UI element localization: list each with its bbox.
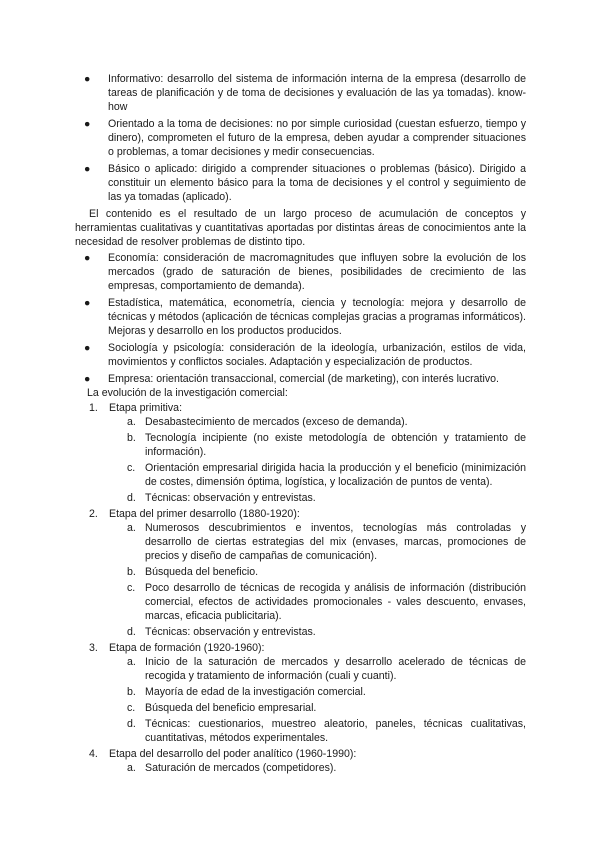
list-item bbox=[75, 372, 526, 386]
item-letter: d. bbox=[127, 626, 136, 638]
list-item bbox=[75, 685, 526, 699]
stage-number: 3. bbox=[89, 642, 98, 654]
stage-number: 4. bbox=[89, 748, 98, 760]
list-item bbox=[75, 251, 526, 293]
stage-title: Etapa de formación (1920-1960): bbox=[109, 642, 265, 654]
bullet-dot: ● bbox=[84, 73, 91, 85]
item-letter: a. bbox=[127, 522, 136, 534]
stage-item bbox=[75, 747, 526, 775]
list-item bbox=[75, 655, 526, 683]
list-item bbox=[75, 581, 526, 623]
list-item bbox=[75, 625, 526, 639]
item-text: Saturación de mercados (competidores). bbox=[145, 762, 337, 774]
item-text: Poco desarrollo de técnicas de recogida y análisis de información (distribución comercial, efectos de actividades promocionales - vales descuento, envases, marcas, eficacia publicitaria). bbox=[145, 582, 526, 622]
item-letter: d. bbox=[127, 492, 136, 504]
bullet-dot: ● bbox=[84, 373, 91, 385]
item-text: Búsqueda del beneficio. bbox=[145, 566, 259, 578]
bullet-dot: ● bbox=[84, 118, 91, 130]
evolucion-heading: La evolución de la investigación comercial: bbox=[87, 387, 288, 399]
list-item bbox=[75, 162, 526, 204]
stage-sublist bbox=[109, 655, 526, 745]
stage-sublist bbox=[109, 761, 526, 775]
stage-item bbox=[75, 401, 526, 505]
bullet-text: Informativo: desarrollo del sistema de información interna de la empresa (desarrollo de tareas de planificación y de toma de decisiones y evaluación de las ya tomadas). know-how bbox=[108, 73, 526, 113]
bullet-list-top bbox=[75, 72, 526, 204]
item-text: Técnicas: observación y entrevistas. bbox=[145, 492, 316, 504]
stage-title: Etapa del primer desarrollo (1880-1920): bbox=[109, 508, 300, 520]
bullet-text: Economía: consideración de macromagnitudes que influyen sobre la evolución de los mercados (grado de saturación de bienes, posibilidades de crecimiento de las empresas, comportamiento de demanda). bbox=[108, 252, 526, 292]
stage-sublist bbox=[109, 521, 526, 639]
item-letter: a. bbox=[127, 656, 136, 668]
bullet-text: Empresa: orientación transaccional, comercial (de marketing), con interés lucrativo. bbox=[108, 373, 499, 385]
item-text: Mayoría de edad de la investigación comercial. bbox=[145, 686, 366, 698]
item-text: Inicio de la saturación de mercados y desarrollo acelerado de técnicas de recogida y tratamiento de información (cuali y cuanti). bbox=[145, 656, 526, 682]
list-item bbox=[75, 117, 526, 159]
item-letter: d. bbox=[127, 718, 136, 730]
list-item bbox=[75, 565, 526, 579]
item-text: Técnicas: cuestionarios, muestreo aleatorio, paneles, técnicas cualitativas, cuantitativas, métodos experimentales. bbox=[145, 718, 526, 744]
list-item bbox=[75, 72, 526, 114]
bullet-list-contenido bbox=[75, 251, 526, 386]
item-text: Técnicas: observación y entrevistas. bbox=[145, 626, 316, 638]
item-text: Tecnología incipiente (no existe metodología de obtención y tratamiento de información). bbox=[145, 432, 526, 458]
list-item bbox=[75, 491, 526, 505]
bullet-text: Estadística, matemática, econometría, ciencia y tecnología: mejora y desarrollo de técnicas y métodos (aplicación de técnicas complejas gracias a programas informáticos). Mejoras y desarrollo en los productos producidos. bbox=[108, 297, 526, 337]
stage-item bbox=[75, 641, 526, 745]
stage-item bbox=[75, 507, 526, 639]
stage-title: Etapa del desarrollo del poder analítico (1960-1990): bbox=[109, 748, 357, 760]
item-text: Búsqueda del beneficio empresarial. bbox=[145, 702, 317, 714]
bullet-text: Básico o aplicado: dirigido a comprender situaciones o problemas (básico). Dirigido a constituir un elemento básico para la toma de decisiones y el control y seguimiento de las ya tomadas (aplicado). bbox=[108, 163, 526, 203]
list-item bbox=[75, 431, 526, 459]
list-item bbox=[75, 717, 526, 745]
list-item bbox=[75, 761, 526, 775]
item-letter: c. bbox=[127, 582, 136, 594]
item-letter: a. bbox=[127, 762, 136, 774]
stage-number: 2. bbox=[89, 508, 98, 520]
item-letter: b. bbox=[127, 432, 136, 444]
item-letter: a. bbox=[127, 416, 136, 428]
item-letter: c. bbox=[127, 462, 136, 474]
bullet-dot: ● bbox=[84, 342, 91, 354]
item-text: Desabastecimiento de mercados (exceso de demanda). bbox=[145, 416, 408, 428]
bullet-text: Sociología y psicología: consideración de la ideología, urbanización, estilos de vida, movimientos y conflictos sociales. Adaptación y especialización de productos. bbox=[108, 342, 526, 368]
stages-list bbox=[75, 401, 526, 775]
list-item bbox=[75, 415, 526, 429]
bullet-text: Orientado a la toma de decisiones: no por simple curiosidad (cuestan esfuerzo, tiempo y dinero), comprometen el futuro de la empresa, deben ayudar a comprender situaciones o problemas, a tomar decisiones y medir consecuencias. bbox=[108, 118, 526, 158]
item-letter: c. bbox=[127, 702, 136, 714]
list-item bbox=[75, 701, 526, 715]
bullet-dot: ● bbox=[84, 163, 91, 175]
paragraph-contenido: El contenido es el resultado de un largo proceso de acumulación de conceptos y herramientas cualitativas y cuantitativas aportadas por distintas áreas de conocimientos ante la necesidad de resolver problemas de distinto tipo. bbox=[75, 208, 526, 248]
item-text: Orientación empresarial dirigida hacia la producción y el beneficio (minimización de costes, dimensión óptima, logística, y localización de puntos de venta). bbox=[145, 462, 526, 488]
list-item bbox=[75, 296, 526, 338]
stage-number: 1. bbox=[89, 402, 98, 414]
item-letter: b. bbox=[127, 686, 136, 698]
item-letter: b. bbox=[127, 566, 136, 578]
stage-sublist bbox=[109, 415, 526, 505]
document-page bbox=[75, 72, 526, 777]
bullet-dot: ● bbox=[84, 297, 91, 309]
item-text: Numerosos descubrimientos e inventos, tecnologías más controladas y desarrollo de ciertas estrategias del mix (envases, marcas, promociones de precios y diseño de campañas de comunicación). bbox=[145, 522, 526, 562]
list-item bbox=[75, 341, 526, 369]
list-item bbox=[75, 461, 526, 489]
bullet-dot: ● bbox=[84, 252, 91, 264]
list-item bbox=[75, 521, 526, 563]
stage-title: Etapa primitiva: bbox=[109, 402, 183, 414]
